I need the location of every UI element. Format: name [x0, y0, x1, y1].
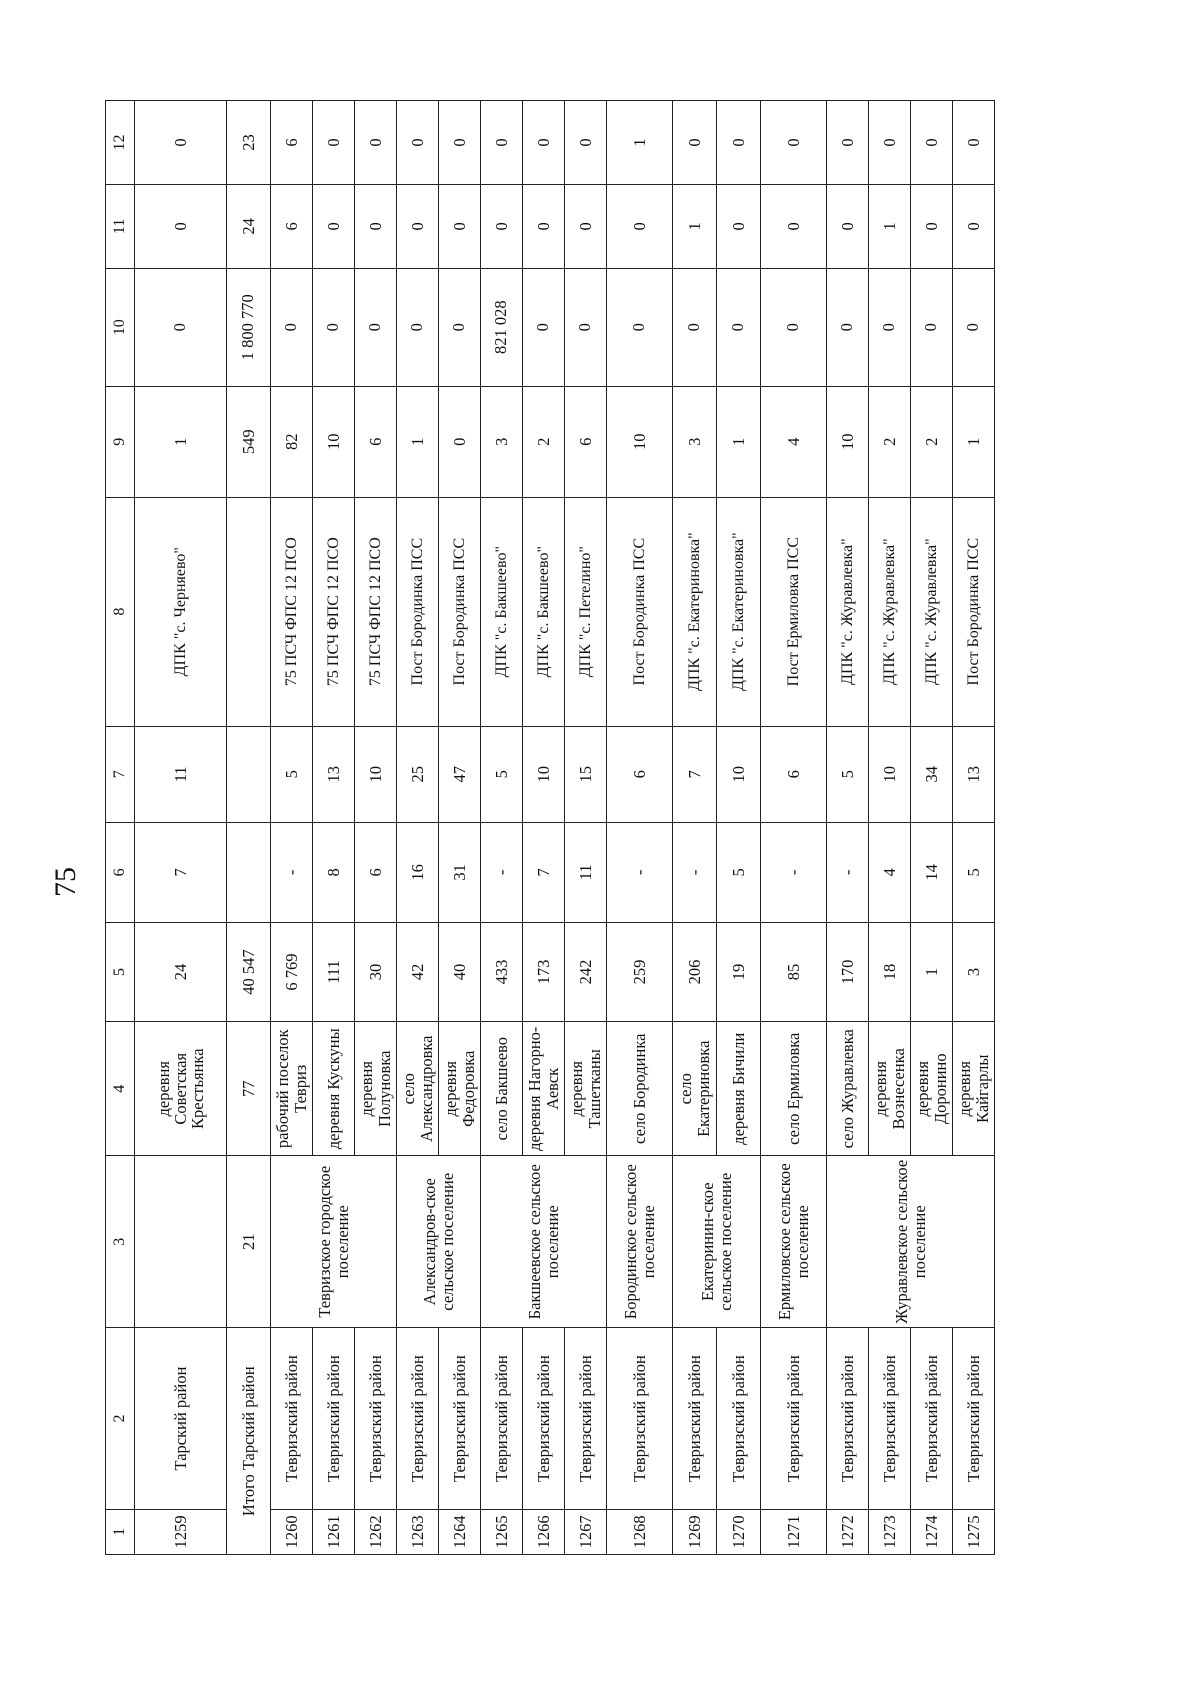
value-cell: 0: [869, 268, 911, 386]
fire-unit-cell: 75 ПСЧ ФПС 12 ПСО: [271, 497, 313, 726]
population-cell: 6 769: [271, 922, 313, 1022]
row-number: 1266: [523, 1509, 565, 1554]
row-number: 1260: [271, 1509, 313, 1554]
locality-cell: деревня Доронино: [911, 1022, 953, 1156]
table-row: [953, 101, 995, 1555]
district-cell: Тевризский район: [523, 1328, 565, 1509]
value-cell: 1: [135, 386, 227, 497]
row-number: 1263: [397, 1509, 439, 1554]
value-cell: 5: [481, 726, 523, 822]
table-row: [673, 101, 717, 1555]
row-number: 1271: [761, 1509, 827, 1554]
column-header: 5: [106, 922, 135, 1022]
value-cell: 0: [827, 268, 869, 386]
value-cell: 0: [911, 101, 953, 185]
column-header: 9: [106, 386, 135, 497]
value-cell: 0: [673, 101, 717, 185]
settlement-cell: Бородинское сельское поселение: [607, 1156, 673, 1328]
value-cell: 0: [355, 268, 397, 386]
value-cell: -: [481, 822, 523, 922]
value-cell: 6: [355, 386, 397, 497]
value-cell: -: [761, 822, 827, 922]
value-cell: 6: [761, 726, 827, 822]
fire-unit-cell: Пост Бородинка ПСС: [397, 497, 439, 726]
value-cell: 11: [565, 822, 607, 922]
column-header: 12: [106, 101, 135, 185]
page-number: 75: [49, 867, 82, 897]
fire-unit-cell: ДПК "с. Бакшеево": [523, 497, 565, 726]
value-cell: 0: [135, 184, 227, 268]
locality-cell: деревня Вознесенка: [869, 1022, 911, 1156]
value-cell: 10: [313, 386, 355, 497]
fire-unit-cell: Пост Бородинка ПСС: [607, 497, 673, 726]
value-cell: 549: [227, 386, 271, 497]
value-cell: 0: [397, 101, 439, 185]
table-row: [481, 101, 523, 1555]
fire-unit-cell: [227, 497, 271, 726]
value-cell: 2: [523, 386, 565, 497]
value-cell: 7: [523, 822, 565, 922]
district-cell: Тевризский район: [953, 1328, 995, 1509]
row-number: 1262: [355, 1509, 397, 1554]
value-cell: 10: [607, 386, 673, 497]
column-header: 2: [106, 1328, 135, 1509]
population-cell: 242: [565, 922, 607, 1022]
total-row: [227, 101, 271, 1555]
value-cell: 1: [717, 386, 761, 497]
value-cell: 0: [953, 101, 995, 185]
fire-unit-cell: Пост Бородинка ПСС: [439, 497, 481, 726]
value-cell: 16: [397, 822, 439, 922]
fire-unit-cell: ДПК "с. Черняево": [135, 497, 227, 726]
fire-unit-cell: ДПК "с. Журавлевка": [827, 497, 869, 726]
value-cell: 0: [827, 101, 869, 185]
row-number: 1261: [313, 1509, 355, 1554]
value-cell: 77: [227, 1022, 271, 1156]
value-cell: -: [827, 822, 869, 922]
district-cell: Тевризский район: [313, 1328, 355, 1509]
value-cell: 3: [673, 386, 717, 497]
value-cell: 2: [911, 386, 953, 497]
value-cell: 5: [717, 822, 761, 922]
column-header: 11: [106, 184, 135, 268]
value-cell: 0: [717, 268, 761, 386]
value-cell: 0: [355, 184, 397, 268]
population-cell: 30: [355, 922, 397, 1022]
fire-unit-cell: ДПК "с. Екатериновка": [717, 497, 761, 726]
value-cell: 0: [313, 184, 355, 268]
district-cell: Тевризский район: [827, 1328, 869, 1509]
value-cell: 0: [481, 101, 523, 185]
population-cell: 206: [673, 922, 717, 1022]
value-cell: 21: [227, 1156, 271, 1328]
value-cell: 6: [271, 101, 313, 185]
district-cell: Тевризский район: [481, 1328, 523, 1509]
value-cell: 0: [673, 268, 717, 386]
value-cell: 0: [565, 184, 607, 268]
district-cell: Тевризский район: [607, 1328, 673, 1509]
table-row: [271, 101, 313, 1555]
value-cell: 5: [827, 726, 869, 822]
locality-cell: деревня Кускуны: [313, 1022, 355, 1156]
population-cell: 40 547: [227, 922, 271, 1022]
locality-cell: деревня Кайгарлы: [953, 1022, 995, 1156]
value-cell: 0: [565, 101, 607, 185]
value-cell: 0: [607, 268, 673, 386]
district-cell: Тевризский район: [271, 1328, 313, 1509]
district-cell: Тевризский район: [439, 1328, 481, 1509]
row-number: 1272: [827, 1509, 869, 1554]
value-cell: 10: [717, 726, 761, 822]
value-cell: 5: [271, 726, 313, 822]
value-cell: 0: [523, 268, 565, 386]
value-cell: -: [607, 822, 673, 922]
value-cell: 0: [313, 101, 355, 185]
value-cell: 7: [135, 822, 227, 922]
district-cell: Тевризский район: [397, 1328, 439, 1509]
value-cell: 0: [397, 184, 439, 268]
value-cell: 6: [565, 386, 607, 497]
value-cell: 6: [271, 184, 313, 268]
district-cell: Тевризский район: [911, 1328, 953, 1509]
table-row: [397, 101, 439, 1555]
column-header: 8: [106, 497, 135, 726]
district-cell: Тевризский район: [869, 1328, 911, 1509]
value-cell: 0: [397, 268, 439, 386]
value-cell: 0: [135, 101, 227, 185]
value-cell: 0: [761, 268, 827, 386]
fire-unit-cell: ДПК "с. Журавлевка": [869, 497, 911, 726]
district-cell: Тевризский район: [673, 1328, 717, 1509]
fire-unit-cell: ДПК "с. Бакшеево": [481, 497, 523, 726]
row-number: 1268: [607, 1509, 673, 1554]
table-row: [911, 101, 953, 1555]
value-cell: 0: [523, 101, 565, 185]
settlement-cell: Бакшеевское сельское поселение: [481, 1156, 607, 1328]
value-cell: 24: [227, 184, 271, 268]
value-cell: 5: [953, 822, 995, 922]
population-cell: 1: [911, 922, 953, 1022]
locality-cell: деревня Федоровка: [439, 1022, 481, 1156]
value-cell: 4: [869, 822, 911, 922]
value-cell: 0: [565, 268, 607, 386]
value-cell: 821 028: [481, 268, 523, 386]
locality-cell: село Журавлевка: [827, 1022, 869, 1156]
row-number: 1273: [869, 1509, 911, 1554]
population-cell: 19: [717, 922, 761, 1022]
fire-unit-cell: ДПК "с. Журавлевка": [911, 497, 953, 726]
value-cell: 82: [271, 386, 313, 497]
value-cell: 0: [607, 184, 673, 268]
row-number: 1264: [439, 1509, 481, 1554]
value-cell: 10: [355, 726, 397, 822]
row-number: 1267: [565, 1509, 607, 1554]
population-cell: 40: [439, 922, 481, 1022]
value-cell: -: [673, 822, 717, 922]
value-cell: 34: [911, 726, 953, 822]
value-cell: 0: [717, 101, 761, 185]
row-number: 1275: [953, 1509, 995, 1554]
table-row: [565, 101, 607, 1555]
column-header: 7: [106, 726, 135, 822]
value-cell: 0: [523, 184, 565, 268]
column-header: 4: [106, 1022, 135, 1156]
value-cell: 0: [439, 101, 481, 185]
value-cell: 1: [397, 386, 439, 497]
column-number-row: [106, 101, 135, 1555]
population-cell: 3: [953, 922, 995, 1022]
value-cell: 4: [761, 386, 827, 497]
population-cell: 170: [827, 922, 869, 1022]
row-number: 1270: [717, 1509, 761, 1554]
value-cell: 0: [313, 268, 355, 386]
locality-cell: деревня Бичили: [717, 1022, 761, 1156]
fire-unit-cell: Пост Ермиловка ПСС: [761, 497, 827, 726]
table-row: [827, 101, 869, 1555]
settlement-cell: Ермиловское сельское поселение: [761, 1156, 827, 1328]
value-cell: 14: [911, 822, 953, 922]
row-number: 1265: [481, 1509, 523, 1554]
locality-cell: деревня Нагорно-Аевск: [523, 1022, 565, 1156]
locality-cell: деревня Полуновка: [355, 1022, 397, 1156]
locality-cell: село Бородинка: [607, 1022, 673, 1156]
value-cell: 8: [313, 822, 355, 922]
value-cell: 1: [673, 184, 717, 268]
value-cell: 2: [869, 386, 911, 497]
value-cell: 13: [313, 726, 355, 822]
table-row: [523, 101, 565, 1555]
value-cell: 0: [911, 184, 953, 268]
population-cell: 111: [313, 922, 355, 1022]
table-row: [717, 101, 761, 1555]
fire-unit-cell: 75 ПСЧ ФПС 12 ПСО: [313, 497, 355, 726]
district-cell: Тевризский район: [565, 1328, 607, 1509]
value-cell: 6: [607, 726, 673, 822]
fire-unit-cell: ДПК "с. Екатериновка": [673, 497, 717, 726]
settlement-cell: Екатеринин-ское сельское поселение: [673, 1156, 761, 1328]
district-cell: Тевризский район: [761, 1328, 827, 1509]
value-cell: 10: [869, 726, 911, 822]
value-cell: 0: [439, 268, 481, 386]
locality-cell: рабочий поселок Тевриз: [271, 1022, 313, 1156]
value-cell: 0: [827, 184, 869, 268]
value-cell: [227, 822, 271, 922]
population-cell: 24: [135, 922, 227, 1022]
population-cell: 42: [397, 922, 439, 1022]
value-cell: 23: [227, 101, 271, 185]
district-cell: Тевризский район: [355, 1328, 397, 1509]
population-cell: 85: [761, 922, 827, 1022]
value-cell: 6: [355, 822, 397, 922]
value-cell: 0: [911, 268, 953, 386]
table-row: [607, 101, 673, 1555]
table-row: [355, 101, 397, 1555]
district-cell: Тарский район: [135, 1328, 227, 1509]
table-row: [135, 101, 227, 1555]
column-header: 3: [106, 1156, 135, 1328]
value-cell: 15: [565, 726, 607, 822]
value-cell: 0: [953, 268, 995, 386]
value-cell: 10: [827, 386, 869, 497]
value-cell: 0: [761, 101, 827, 185]
population-cell: 173: [523, 922, 565, 1022]
value-cell: 1: [607, 101, 673, 185]
locality-cell: село Александровка: [397, 1022, 439, 1156]
value-cell: 0: [869, 101, 911, 185]
settlement-cell: [135, 1156, 227, 1328]
population-cell: 18: [869, 922, 911, 1022]
column-header: 6: [106, 822, 135, 922]
table-row: [869, 101, 911, 1555]
value-cell: 0: [481, 184, 523, 268]
settlement-cell: Тевризское городское поселение: [271, 1156, 397, 1328]
value-cell: 25: [397, 726, 439, 822]
value-cell: 0: [135, 268, 227, 386]
value-cell: 11: [135, 726, 227, 822]
value-cell: 0: [439, 386, 481, 497]
value-cell: 0: [271, 268, 313, 386]
locality-cell: село Екатериновка: [673, 1022, 717, 1156]
value-cell: 1: [869, 184, 911, 268]
settlements-register-table: [105, 100, 995, 1555]
row-number: 1269: [673, 1509, 717, 1554]
value-cell: -: [271, 822, 313, 922]
value-cell: 7: [673, 726, 717, 822]
column-header: 1: [106, 1509, 135, 1554]
district-cell: Тевризский район: [717, 1328, 761, 1509]
value-cell: 1 800 770: [227, 268, 271, 386]
value-cell: 31: [439, 822, 481, 922]
total-label: Итого Тарский район: [227, 1328, 271, 1555]
fire-unit-cell: Пост Бородинка ПСС: [953, 497, 995, 726]
population-cell: 433: [481, 922, 523, 1022]
population-cell: 259: [607, 922, 673, 1022]
table-row: [761, 101, 827, 1555]
row-number: 1259: [135, 1509, 227, 1554]
value-cell: 0: [439, 184, 481, 268]
locality-cell: деревня Ташетканы: [565, 1022, 607, 1156]
value-cell: 10: [523, 726, 565, 822]
value-cell: 0: [953, 184, 995, 268]
fire-unit-cell: ДПК "с. Петелино": [565, 497, 607, 726]
table-row: [439, 101, 481, 1555]
value-cell: [227, 726, 271, 822]
value-cell: 0: [355, 101, 397, 185]
locality-cell: деревня Советская Крестьянка: [135, 1022, 227, 1156]
fire-unit-cell: 75 ПСЧ ФПС 12 ПСО: [355, 497, 397, 726]
value-cell: 47: [439, 726, 481, 822]
value-cell: 1: [953, 386, 995, 497]
table-row: [313, 101, 355, 1555]
value-cell: 0: [761, 184, 827, 268]
locality-cell: село Бакшеево: [481, 1022, 523, 1156]
locality-cell: село Ермиловка: [761, 1022, 827, 1156]
value-cell: 3: [481, 386, 523, 497]
value-cell: 13: [953, 726, 995, 822]
column-header: 10: [106, 268, 135, 386]
row-number: 1274: [911, 1509, 953, 1554]
value-cell: 0: [717, 184, 761, 268]
settlement-cell: Журавлевское сельское поселение: [827, 1156, 995, 1328]
register-table-container: [105, 100, 1045, 1555]
settlement-cell: Александров-ское сельское поселение: [397, 1156, 481, 1328]
